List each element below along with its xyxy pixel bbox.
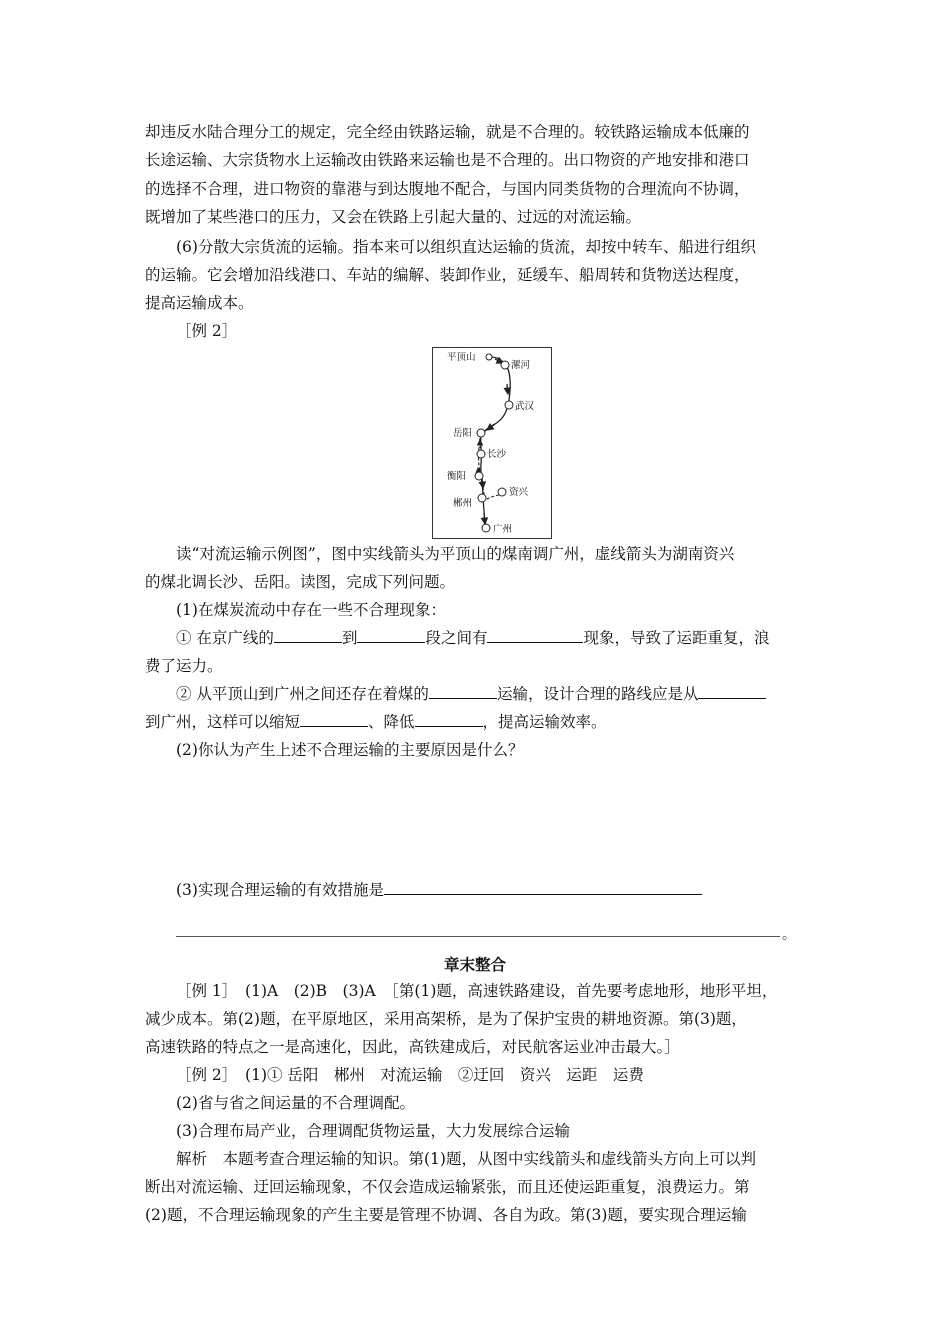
label-luohe: 漯河 [511, 360, 531, 371]
answer-blank-line[interactable] [176, 936, 780, 937]
answer-blank[interactable] [384, 880, 702, 895]
label-guangzhou: 广州 [493, 524, 513, 535]
analysis-line: (2)题，不合理运输现象的产生主要是管理不协调、各自为政。第(3)题，要实现合理运输 [145, 1206, 747, 1224]
station-guangzhou [482, 524, 490, 532]
q1b-text: 、降低 [368, 713, 415, 731]
answer-blank[interactable] [698, 684, 766, 699]
station-zixing [498, 488, 506, 496]
question-1b-line2 [145, 712, 815, 732]
example-label: ［例 2］ [176, 322, 238, 340]
section-heading: 章末整合 [443, 956, 506, 974]
q1b-text: ，提高运输效率。 [482, 713, 607, 731]
question-1b [176, 684, 846, 704]
station-luohe [501, 361, 509, 369]
q1a-text: 段之间有 [425, 629, 488, 647]
question-intro-line: 的煤北调长沙、岳阳。读图，完成下列问题。 [145, 573, 456, 591]
question-3 [176, 880, 846, 900]
question-2: (2)你认为产生上述不合理运输的主要原因是什么？ [176, 741, 524, 759]
answer-blank[interactable] [429, 684, 497, 699]
label-changsha: 长沙 [487, 449, 507, 460]
paragraph-line: 的选择不合理，进口物资的靠港与到达腹地不配合，与国内同类货物的合理流向不协调， [145, 180, 750, 198]
answer-ex1-line: 减少成本。第(2)题，在平原地区，采用高架桥，是为了保护宝贵的耕地资源。第(3)题， [145, 1010, 747, 1028]
label-wuhan: 武汉 [515, 401, 535, 412]
question-1a [176, 628, 846, 648]
q1b-text: 到广州，这样可以缩短 [145, 713, 301, 731]
answer-blank[interactable] [487, 628, 583, 643]
question-intro-line: 读“对流运输示例图”，图中实线箭头为平顶山的煤南调广州，虚线箭头为湖南资兴 [176, 545, 735, 563]
q1b-text: 运输，设计合理的路线应是从 [496, 685, 699, 703]
label-zixing: 资兴 [509, 487, 529, 498]
station-hengyang [475, 472, 483, 480]
counterflow-map [432, 347, 552, 539]
label-hengyang: 衡阳 [447, 471, 467, 482]
q1a-text: ① 在京广线的 [176, 629, 274, 647]
answer-blank[interactable] [415, 712, 483, 727]
q1a-text: 现象，导致了运距重复，浪 [583, 629, 770, 647]
answer-ex1-line: 高速铁路的特点之一是高速化，因此，高铁建成后，对民航客运业冲击最大。］ [145, 1038, 680, 1056]
paragraph-line: 的运输。它会增加沿线港口、车站的编解、装卸作业，延缓车、船周转和货物送达程度， [145, 266, 750, 284]
label-chenzhou: 郴州 [453, 498, 473, 509]
answer-ex2-2: (2)省与省之间运量的不合理调配。 [176, 1094, 415, 1112]
question-1a-end: 费了运力。 [145, 657, 223, 675]
station-chenzhou [478, 494, 486, 502]
station-yueyang [477, 429, 485, 437]
paragraph-line: 却违反水陆合理分工的规定，完全经由铁路运输，就是不合理的。较铁路运输成本低廉的 [145, 123, 750, 141]
map-svg [433, 348, 551, 538]
answer-ex2-3: (3)合理布局产业，合理调配货物运量，大力发展综合运输 [176, 1122, 570, 1140]
station-changsha [477, 450, 485, 458]
paragraph-line: 提高运输成本。 [145, 294, 254, 312]
q1b-text: ② 从平顶山到广州之间还存在着煤的 [176, 685, 429, 703]
paragraph-line: 长途运输、大宗货物水上运输改由铁路来运输也是不合理的。出口物资的产地安排和港口 [145, 151, 750, 169]
dashed-route-line [479, 438, 499, 500]
answer-blank[interactable] [357, 628, 425, 643]
label-yueyang: 岳阳 [453, 428, 473, 439]
period-mark: 。 [782, 927, 796, 943]
analysis-line: 解析 本题考查合理运输的知识。第(1)题，从图中实线箭头和虚线箭头方向上可以判 [176, 1150, 756, 1168]
station-wuhan [505, 401, 513, 409]
q1a-text: 到 [341, 629, 358, 647]
analysis-line: 断出对流运输、迂回运输现象，不仅会造成运输紧张，而且还使运距重复，浪费运力。第 [145, 1178, 750, 1196]
answer-ex1-line: ［例 1］ (1)A (2)B (3)A ［第(1)题，高速铁路建设，首先要考虑地形，地形平坦， [176, 982, 778, 1000]
label-pingdingshan: 平顶山 [447, 352, 476, 363]
question-1: (1)在煤炭流动中存在一些不合理现象： [176, 601, 446, 619]
paragraph-line: 既增加了某些港口的压力，又会在铁路上引起大量的、过远的对流运输。 [145, 208, 642, 226]
q3-text: (3)实现合理运输的有效措施是 [176, 881, 384, 899]
paragraph-line: (6)分散大宗货流的运输。指本来可以组织直达运输的货流，却按中转车、船进行组织 [176, 238, 756, 256]
answer-blank[interactable] [274, 628, 342, 643]
answer-ex2: ［例 2］ (1)① 岳阳 郴州 对流运输 ②迂回 资兴 运距 运费 [176, 1066, 644, 1084]
answer-blank[interactable] [300, 712, 368, 727]
station-pingdingshan [486, 354, 492, 360]
